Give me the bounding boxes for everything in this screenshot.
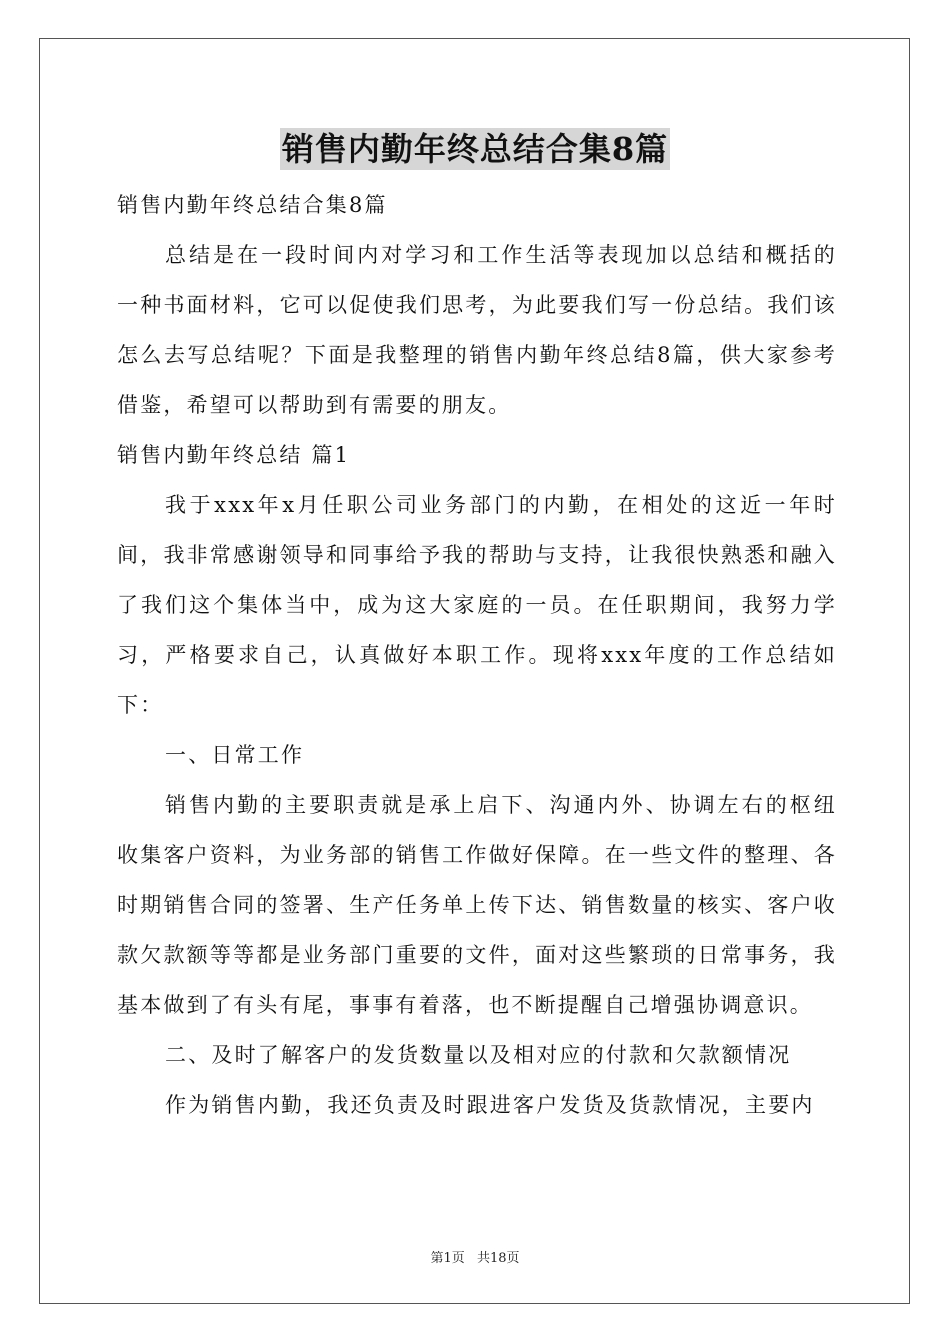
document-body [117,180,837,1130]
paragraph: 销售内勤年终总结合集8篇 [117,193,388,217]
title-container [0,128,950,170]
page-footer [0,1247,950,1266]
subheading: 二、及时了解客户的发货数量以及相对应的付款和欠款额情况 [165,1043,792,1067]
page-total: 共18页 [476,1251,520,1266]
document-title: 销售内勤年终总结合集8篇 [281,130,669,168]
paragraph: 销售内勤的主要职责就是承上启下、沟通内外、协调左右的枢纽收集客户资料，为业务部的销售工作做好保障。在一些文件的整理、各时期销售合同的签署、生产任务单上传下达、销售数量的核实、客户收款欠款额等等都是业务部门重要的文件，面对这些繁琐的日常事务，我基本做到了有头有尾，事事有着落，也不断提醒自己增强协调意识。 [117,793,837,1017]
section-heading: 销售内勤年终总结 篇1 [117,443,351,467]
paragraph: 我于xxx年x月任职公司业务部门的内勤，在相处的这近一年时间，我非常感谢领导和同事给予我的帮助与支持，让我很快熟悉和融入了我们这个集体当中，成为这大家庭的一员。在任职期间，我努力学习，严格要求自己，认真做好本职工作。现将xxx年度的工作总结如下： [117,493,837,717]
subheading: 一、日常工作 [165,743,305,767]
page-number: 第1页 [430,1251,465,1266]
paragraph: 总结是在一段时间内对学习和工作生活等表现加以总结和概括的一种书面材料，它可以促使我们思考，为此要我们写一份总结。我们该怎么去写总结呢？下面是我整理的销售内勤年终总结8篇，供大家参考借鉴，希望可以帮助到有需要的朋友。 [117,243,837,417]
paragraph: 作为销售内勤，我还负责及时跟进客户发货及货款情况，主要内 [165,1093,815,1117]
